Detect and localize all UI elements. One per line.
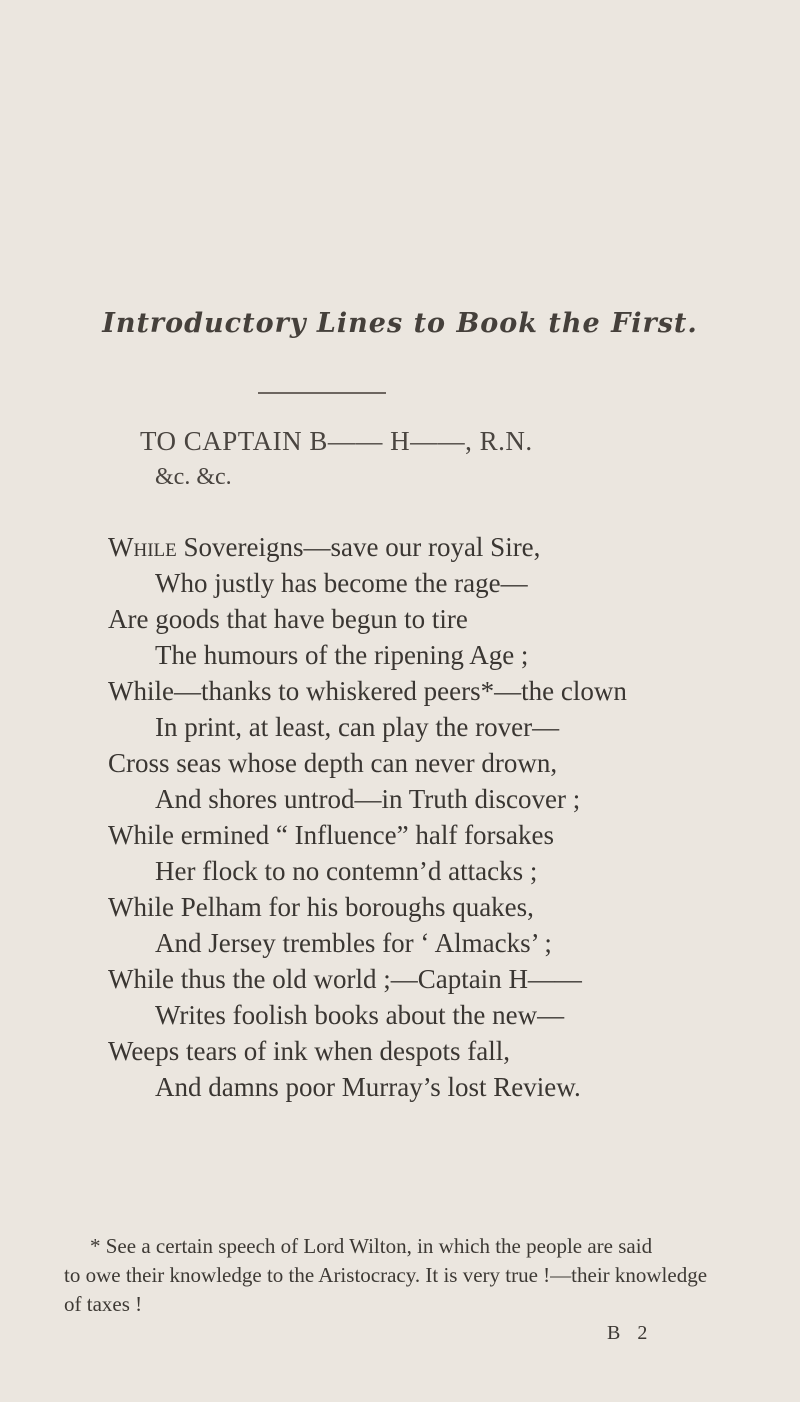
poem-line-2: Who justly has become the rage— <box>155 568 528 598</box>
signature-mark: B 2 <box>607 1322 654 1344</box>
poem-first-word: While <box>108 532 177 562</box>
poem-line-13: While thus the old world ;—Captain H—— <box>108 964 582 994</box>
title-rule <box>258 392 386 394</box>
poem-line-8: And shores untrod—in Truth discover ; <box>155 784 581 814</box>
dedication-line: TO CAPTAIN B—— H——, R.N. <box>140 426 533 456</box>
dedication-etc: &c. &c. <box>155 464 232 490</box>
page-title: Introductory Lines to Book the First. <box>102 308 698 339</box>
footnote-rest: to owe their knowledge to the Aristocracy. It is very true !—their knowledge of taxes ! <box>64 1263 708 1316</box>
poem-line-14: Writes foolish books about the new— <box>155 1000 565 1030</box>
poem-line-1-text: Sovereigns—save our royal Sire, <box>176 532 541 562</box>
poem-line-12: And Jersey trembles for ‘ Almacks’ ; <box>155 928 552 958</box>
poem-line-7: Cross seas whose depth can never drown, <box>108 748 558 778</box>
footnote-line-1: * See a certain speech of Lord Wilton, in which the people are said <box>90 1234 653 1258</box>
poem-line-3: Are goods that have begun to tire <box>108 604 468 634</box>
poem-line-10: Her flock to no contemn’d attacks ; <box>155 856 538 886</box>
poem-line-15: Weeps tears of ink when despots fall, <box>108 1036 510 1066</box>
poem-line-4: The humours of the ripening Age ; <box>155 640 529 670</box>
poem-line-9: While ermined “ Influence” half forsakes <box>108 820 555 850</box>
poem-line-11: While Pelham for his boroughs quakes, <box>108 892 534 922</box>
poem-line-6: In print, at least, can play the rover— <box>155 712 560 742</box>
poem-line-1 <box>108 530 540 564</box>
poem-line-16: And damns poor Murray’s lost Review. <box>155 1072 581 1102</box>
poem-line-5: While—thanks to whiskered peers*—the clown <box>108 676 627 706</box>
footnote <box>64 1232 714 1319</box>
